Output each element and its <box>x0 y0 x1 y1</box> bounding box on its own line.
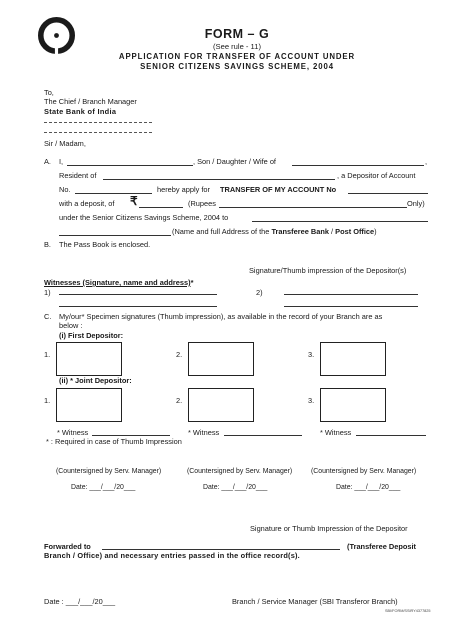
joint-box-2-number: 2. <box>176 396 183 405</box>
line-end-comma: , <box>425 157 428 166</box>
applicant-name-field[interactable] <box>67 165 193 166</box>
rule-reference: (See rule - 11) <box>213 42 261 51</box>
account-number-field[interactable] <box>75 193 152 194</box>
forwarded-to-field[interactable] <box>102 549 340 550</box>
transferee-bank-label: Transferee Bank <box>271 227 329 236</box>
section-b-letter: B. <box>44 240 51 249</box>
witness-label-3: * Witness <box>320 428 352 437</box>
relation-name-field[interactable] <box>292 165 424 166</box>
joint-box-1-number: 1. <box>44 396 51 405</box>
passbook-text: The Pass Book is enclosed. <box>59 240 151 249</box>
countersign-label-1: (Countersigned by Serv. Manager) <box>56 468 162 475</box>
rupees-label: (Rupees <box>188 199 216 208</box>
footer-date[interactable]: Date : ___/___/20___ <box>44 597 116 606</box>
box-2-number: 2. <box>176 350 183 359</box>
address-line-1[interactable] <box>44 122 152 123</box>
resident-label: Resident of <box>59 171 97 180</box>
countersign-date-1[interactable]: Date: ___/___/20___ <box>71 484 136 491</box>
only-label: Only) <box>407 199 425 208</box>
forwarded-line-2: Branch / Office) and necessary entries passed in the office record(s). <box>44 551 300 560</box>
transferee-deposit-label: (Transferee Deposit <box>347 542 417 551</box>
thumb-impression-note: * : Required in case of Thumb Impression <box>46 437 182 446</box>
account-no-label: No. <box>59 185 71 194</box>
form-title: FORM – G <box>204 27 270 41</box>
form-code: SBI/FORM/SSIRY4377825 <box>385 609 431 613</box>
forwarded-to-label: Forwarded to <box>44 542 91 551</box>
joint-box-3-number: 3. <box>308 396 315 405</box>
joint-depositor-signature-box-3[interactable] <box>320 388 386 422</box>
section-a-i: I, <box>59 157 64 166</box>
deposit-amount-field[interactable] <box>139 207 183 208</box>
transfer-account-field[interactable] <box>348 193 428 194</box>
countersign-date-3[interactable]: Date: ___/___/20___ <box>336 484 401 491</box>
rupees-words-field[interactable] <box>219 207 407 208</box>
address-line-2[interactable] <box>44 132 152 133</box>
rupee-icon: ₹ <box>130 194 138 208</box>
box-1-number: 1. <box>44 350 51 359</box>
first-depositor-label: (i) First Depositor: <box>59 331 124 340</box>
witness-field-1[interactable] <box>92 435 170 436</box>
depositor-signature-label: Signature/Thumb impression of the Depositor(s) <box>249 266 407 275</box>
resident-address-field[interactable] <box>103 179 335 180</box>
countersign-date-2[interactable]: Date: ___/___/20___ <box>203 484 268 491</box>
first-depositor-signature-box-1[interactable] <box>56 342 122 376</box>
deposit-label: with a deposit, of <box>59 199 115 208</box>
son-daughter-label: , Son / Daughter / Wife of <box>193 157 276 166</box>
form-heading-line2: SENIOR CITIZENS SAVINGS SCHEME, 2004 <box>140 62 334 71</box>
chief-manager-label: The Chief / Branch Manager <box>44 97 137 106</box>
witness-label-2: * Witness <box>188 428 220 437</box>
specimen-text-line2: below : <box>59 321 83 330</box>
witness-1-line-b[interactable] <box>59 306 217 307</box>
scheme-label: under the Senior Citizens Savings Scheme, 2004 to <box>59 213 229 222</box>
transferee-line-1[interactable] <box>252 221 428 222</box>
specimen-text-line1: My/our* Specimen signatures (Thumb impression), as available in the record of your Branch are as <box>59 312 383 321</box>
first-depositor-signature-box-2[interactable] <box>188 342 254 376</box>
joint-depositor-signature-box-2[interactable] <box>188 388 254 422</box>
section-c-letter: C. <box>44 312 52 321</box>
witness-2-line-a[interactable] <box>284 294 418 295</box>
box-3-number: 3. <box>308 350 315 359</box>
joint-depositor-label: (ii) * Joint Depositor: <box>59 376 132 385</box>
joint-depositor-signature-box-1[interactable] <box>56 388 122 422</box>
depositor-label: , a Depositor of Account <box>337 171 416 180</box>
form-heading-line1: APPLICATION FOR TRANSFER OF ACCOUNT UNDER <box>118 52 356 61</box>
first-depositor-signature-box-3[interactable] <box>320 342 386 376</box>
signature-thumb-label: Signature or Thumb Impression of the Depositor <box>250 524 408 533</box>
countersign-label-2: (Countersigned by Serv. Manager) <box>187 468 293 475</box>
witness-field-3[interactable] <box>356 435 426 436</box>
branch-manager-label: Branch / Service Manager (SBI Transferor Branch) <box>232 597 398 606</box>
hereby-label: hereby apply for <box>157 185 210 194</box>
witness-field-2[interactable] <box>224 435 302 436</box>
witness-label-1: * Witness <box>57 428 89 437</box>
witness-1-line-a[interactable] <box>59 294 217 295</box>
to-label: To, <box>44 88 54 97</box>
witnesses-heading: Witnesses (Signature, name and address)* <box>44 278 194 287</box>
countersign-label-3: (Countersigned by Serv. Manager) <box>311 468 417 475</box>
witness-1-number: 1) <box>44 288 51 297</box>
transfer-label: TRANSFER OF MY ACCOUNT No <box>220 185 337 194</box>
name-address-label: (Name and full Address of the Transferee Bank / Post Office) <box>172 227 377 236</box>
transferee-line-2[interactable] <box>59 235 171 236</box>
section-a-letter: A. <box>44 157 51 166</box>
post-office-label: Post Office <box>335 227 375 236</box>
bank-name: State Bank of India <box>44 107 117 116</box>
salutation: Sir / Madam, <box>44 139 86 148</box>
witness-2-line-b[interactable] <box>284 306 418 307</box>
witness-2-number: 2) <box>256 288 263 297</box>
